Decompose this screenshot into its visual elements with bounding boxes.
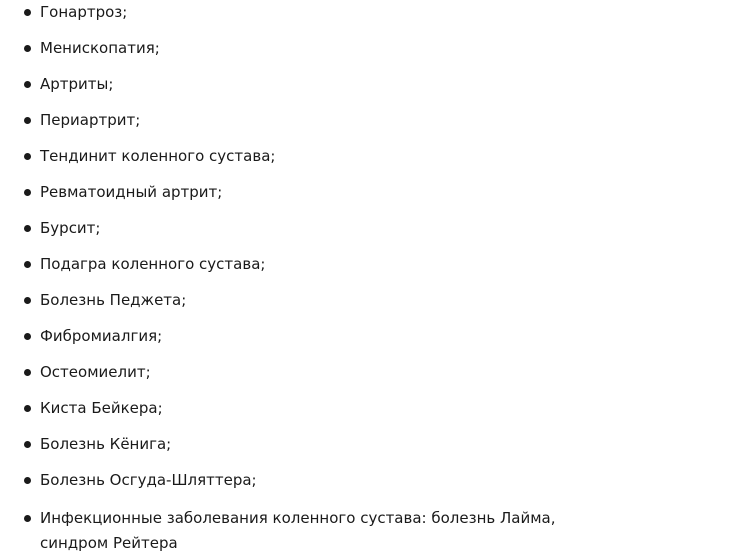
list-item	[40, 252, 640, 277]
list-item	[40, 396, 640, 421]
list-item	[40, 288, 640, 313]
list-item-text: Болезнь Кёнига;	[40, 435, 172, 453]
list-item	[40, 324, 640, 349]
bullet-icon	[24, 333, 31, 340]
list-item	[40, 216, 640, 241]
list-item-text: Артриты;	[40, 75, 114, 93]
list-item	[40, 180, 640, 205]
bullet-icon	[24, 153, 31, 160]
bullet-icon	[24, 369, 31, 376]
list-item-text: Остеомиелит;	[40, 363, 151, 381]
list-item	[40, 506, 620, 556]
list-item-text: Тендинит коленного сустава;	[40, 147, 276, 165]
bullet-icon	[24, 441, 31, 448]
bullet-icon	[24, 117, 31, 124]
list-item	[40, 360, 640, 385]
list-item-text: Фибромиалгия;	[40, 327, 163, 345]
list-item-text: Болезнь Осгуда-Шляттера;	[40, 471, 257, 489]
bullet-icon	[24, 81, 31, 88]
list-item-text: Гонартроз;	[40, 3, 128, 21]
list-item-text: Киста Бейкера;	[40, 399, 163, 417]
list-item-text: Периартрит;	[40, 111, 141, 129]
bullet-icon	[24, 9, 31, 16]
list-item	[40, 36, 640, 61]
bullet-icon	[24, 297, 31, 304]
list-item	[40, 144, 640, 169]
list-item-text: Болезнь Педжета;	[40, 291, 187, 309]
bullet-icon	[24, 225, 31, 232]
list-item	[40, 432, 640, 457]
list-item-text: Менископатия;	[40, 39, 160, 57]
bullet-icon	[24, 45, 31, 52]
list-item	[40, 108, 640, 133]
bullet-icon	[24, 477, 31, 484]
bullet-icon	[24, 405, 31, 412]
bullet-icon	[24, 261, 31, 268]
list-item	[40, 0, 640, 25]
list-item	[40, 468, 640, 493]
list-item-text: Подагра коленного сустава;	[40, 255, 266, 273]
list-item-text: Ревматоидный артрит;	[40, 183, 223, 201]
list-item-text: Бурсит;	[40, 219, 101, 237]
bullet-icon	[24, 515, 31, 522]
list-item-text: Инфекционные заболевания коленного сустава: болезнь Лайма, синдром Рейтера	[40, 509, 556, 552]
bullet-icon	[24, 189, 31, 196]
list-item	[40, 72, 640, 97]
